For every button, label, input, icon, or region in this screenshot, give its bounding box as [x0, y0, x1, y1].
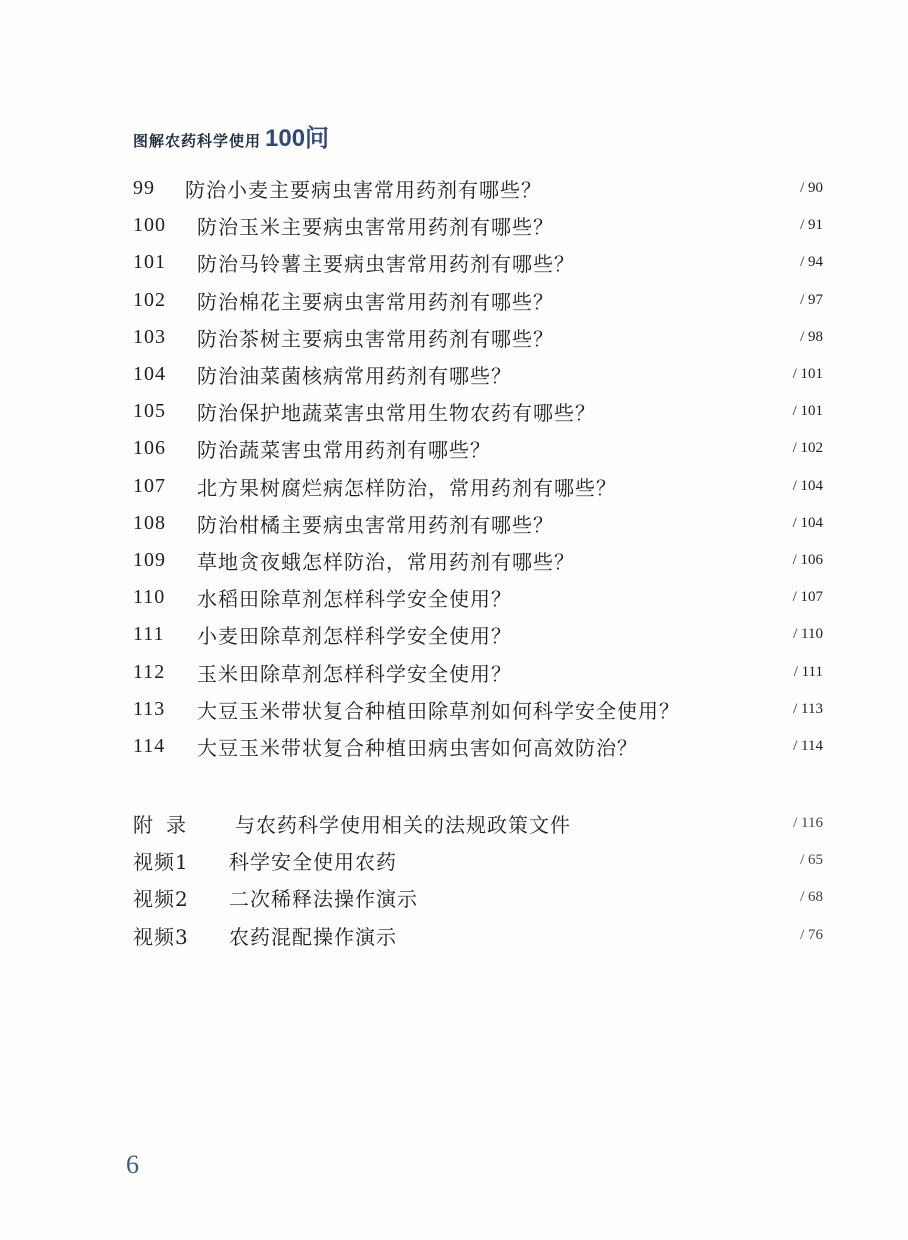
- toc-entry-title: 防治柑橘主要病虫害常用药剂有哪些？: [197, 512, 554, 537]
- toc-entry[interactable]: [133, 356, 823, 393]
- toc-entry-page: / 110: [793, 626, 823, 643]
- toc-entry-page: / 104: [792, 514, 823, 531]
- video-entry-label: 视频1: [133, 850, 189, 875]
- page-number: 6: [126, 1150, 139, 1179]
- toc-entry-title: 小麦田除草剂怎样科学安全使用？: [197, 624, 512, 649]
- toc-entry-page: / 114: [793, 737, 823, 754]
- toc-entry-number: 113: [133, 697, 166, 720]
- video-entry-page: / 76: [800, 926, 823, 943]
- toc-entry-page: / 91: [800, 217, 823, 234]
- toc-entry-page: / 90: [800, 180, 823, 197]
- toc-entry-page: / 107: [792, 589, 823, 606]
- toc-entry-title: 草地贪夜蛾怎样防治，常用药剂有哪些？: [197, 549, 575, 574]
- toc-entry-number: 112: [133, 660, 166, 683]
- running-header: [133, 118, 329, 153]
- toc-entry-title: 防治保护地蔬菜害虫常用生物农药有哪些？: [197, 401, 596, 426]
- toc-entry-title: 水稻田除草剂怎样科学安全使用？: [197, 587, 512, 612]
- toc-entry-number: 107: [133, 474, 166, 497]
- toc-entry[interactable]: [133, 468, 823, 505]
- toc-entry-page: / 97: [800, 291, 823, 308]
- toc-entry-page: / 94: [800, 254, 823, 271]
- video-entry[interactable]: [133, 842, 823, 879]
- video-entry[interactable]: [133, 879, 823, 916]
- toc-entry-number: 101: [133, 251, 166, 274]
- toc-entry-title: 防治玉米主要病虫害常用药剂有哪些？: [197, 215, 554, 240]
- toc-entry[interactable]: [133, 728, 823, 765]
- toc-entry[interactable]: [133, 616, 823, 653]
- toc-entry-number: 100: [133, 214, 166, 237]
- toc-entry-page: / 104: [792, 477, 823, 494]
- toc-entry-page: / 106: [792, 551, 823, 568]
- toc-entry[interactable]: [133, 505, 823, 542]
- toc-entry-number: 105: [133, 400, 166, 423]
- toc-entry-title: 防治小麦主要病虫害常用药剂有哪些？: [185, 178, 542, 203]
- toc-entry-number: 111: [133, 623, 165, 646]
- video-entry-title: 二次稀释法操作演示: [229, 887, 418, 912]
- video-entry-title: 农药混配操作演示: [229, 924, 397, 949]
- toc-entry[interactable]: [133, 282, 823, 319]
- toc-entry-title: 大豆玉米带状复合种植田除草剂如何科学安全使用？: [197, 698, 680, 723]
- video-entry-label: 视频2: [133, 887, 189, 912]
- toc-entry[interactable]: [133, 579, 823, 616]
- toc-entry[interactable]: [133, 244, 823, 281]
- toc-entry[interactable]: [133, 207, 823, 244]
- toc-entry-title: 防治马铃薯主要病虫害常用药剂有哪些？: [197, 252, 575, 277]
- toc-entry-page: / 101: [792, 403, 823, 420]
- toc-entry-number: 109: [133, 548, 166, 571]
- toc-entry-number: 106: [133, 437, 166, 460]
- header-title-number: 100问: [265, 125, 330, 152]
- toc-entry[interactable]: [133, 430, 823, 467]
- toc-entry-title: 北方果树腐烂病怎样防治，常用药剂有哪些？: [197, 475, 617, 500]
- toc-entry-number: 103: [133, 325, 166, 348]
- toc-entry-number: 114: [133, 734, 166, 757]
- toc-entry[interactable]: [133, 542, 823, 579]
- video-entry-label: 视频3: [133, 924, 189, 949]
- toc-entry-page: / 102: [792, 440, 823, 457]
- toc-entry-title: 防治茶树主要病虫害常用药剂有哪些？: [197, 326, 554, 351]
- toc-entry-page: / 111: [793, 663, 823, 680]
- toc-entry[interactable]: [133, 691, 823, 728]
- video-entry-page: / 65: [800, 852, 823, 869]
- toc-entry[interactable]: [133, 170, 823, 207]
- video-entry-page: / 68: [800, 889, 823, 906]
- toc-entry-number: 104: [133, 363, 166, 386]
- toc-entry-title: 防治蔬菜害虫常用药剂有哪些？: [197, 438, 491, 463]
- video-entry-title: 科学安全使用农药: [229, 850, 397, 875]
- appendix-entry-title: 与农药科学使用相关的法规政策文件: [235, 813, 571, 838]
- toc-entry-title: 大豆玉米带状复合种植田病虫害如何高效防治？: [197, 735, 638, 760]
- toc-entry-title: 防治棉花主要病虫害常用药剂有哪些？: [197, 289, 554, 314]
- video-entry[interactable]: [133, 917, 823, 954]
- appendix-list: [133, 805, 823, 954]
- header-title: 图解农药科学使用: [133, 132, 262, 150]
- toc-entry[interactable]: [133, 653, 823, 690]
- toc-entry-page: / 101: [792, 366, 823, 383]
- toc-entry-title: 玉米田除草剂怎样科学安全使用？: [197, 661, 512, 686]
- appendix-entry-label: 附录: [133, 813, 199, 838]
- table-of-contents: [133, 170, 823, 765]
- toc-entry[interactable]: [133, 319, 823, 356]
- toc-entry-page: / 113: [793, 700, 823, 717]
- toc-entry-number: 110: [133, 586, 166, 609]
- appendix-entry[interactable]: [133, 805, 823, 842]
- appendix-entry-page: / 116: [793, 815, 823, 832]
- toc-entry[interactable]: [133, 393, 823, 430]
- toc-entry-number: 108: [133, 511, 166, 534]
- toc-entry-number: 102: [133, 288, 166, 311]
- toc-entry-page: / 98: [800, 328, 823, 345]
- toc-entry-title: 防治油菜菌核病常用药剂有哪些？: [197, 364, 512, 389]
- toc-entry-number: 99: [133, 177, 155, 200]
